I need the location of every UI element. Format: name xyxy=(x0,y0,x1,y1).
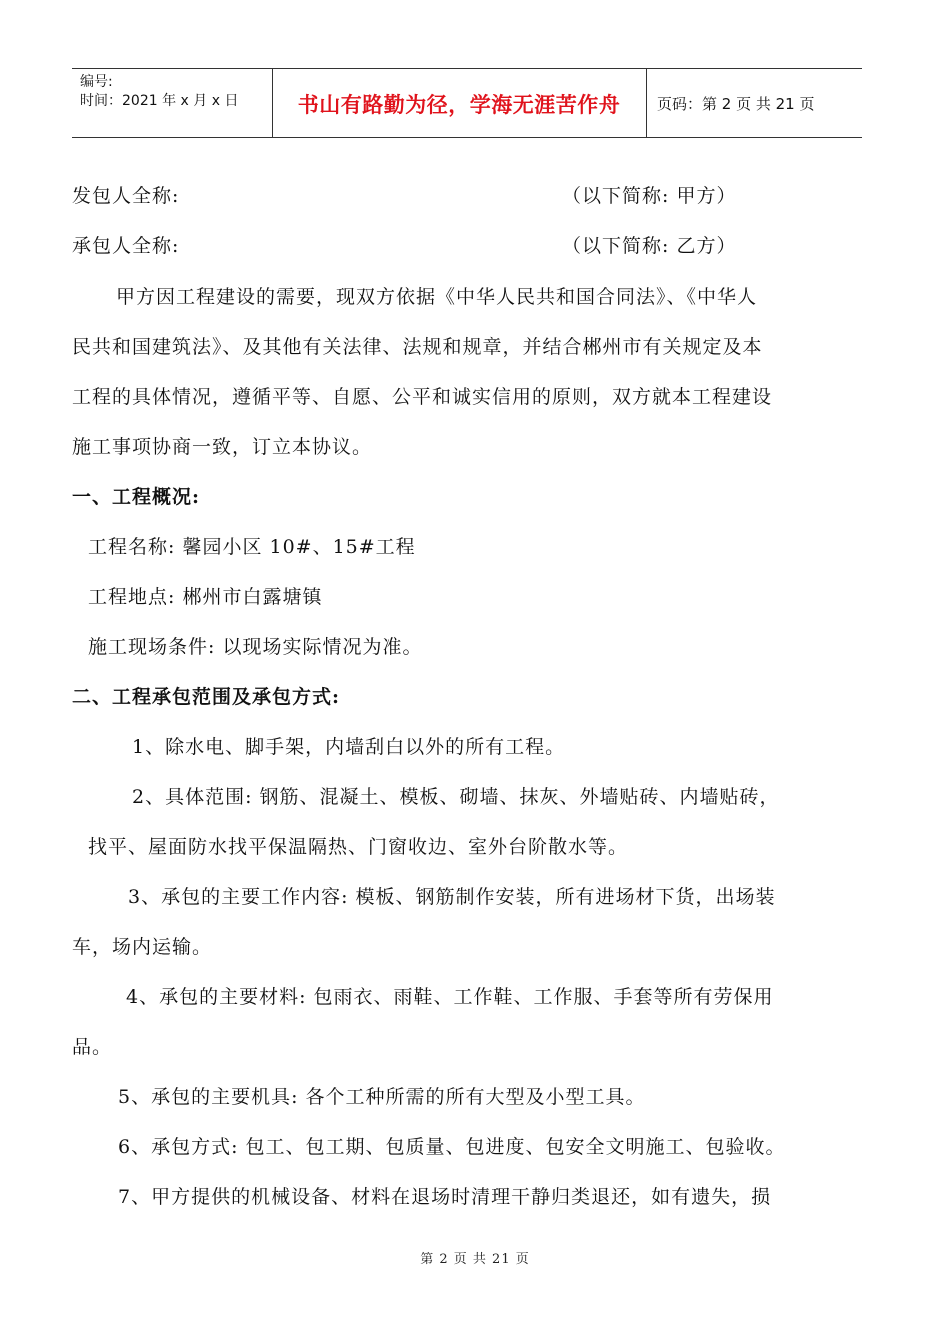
scope-item: 4、承包的主要材料: 包雨衣、雨鞋、工作鞋、工作服、手套等所有劳保用 xyxy=(126,986,774,1008)
section-title: 二、工程承包范围及承包方式: xyxy=(72,686,341,708)
scope-item: 6、承包方式: 包工、包工期、包质量、包进度、包安全文明施工、包验收。 xyxy=(118,1136,786,1158)
scope-item: 5、承包的主要机具: 各个工种所需的所有大型及小型工具。 xyxy=(118,1086,646,1108)
doc-code-label: 编号: xyxy=(80,74,113,90)
scope-item: 找平、屋面防水找平保温隔热、门窗收边、室外台阶散水等。 xyxy=(88,836,629,858)
intro-line: 民共和国建筑法》、及其他有关法律、法规和规章，并结合郴州市有关规定及本 xyxy=(72,336,763,358)
scope-item: 3、承包的主要工作内容: 模板、钢筋制作安装，所有进场材下货，出场装 xyxy=(128,886,776,908)
contractor-note: （以下简称: 乙方） xyxy=(562,235,737,257)
header-meta xyxy=(80,73,238,111)
scope-item: 1、除水电、脚手架，内墙刮白以外的所有工程。 xyxy=(132,736,566,758)
site-conditions: 施工现场条件: 以现场实际情况为准。 xyxy=(88,636,423,658)
scope-item: 品。 xyxy=(72,1036,113,1058)
employer-note: （以下简称: 甲方） xyxy=(562,185,737,207)
scope-item: 7、甲方提供的机械设备、材料在退场时清理干静归类退还，如有遗失，损 xyxy=(118,1186,772,1208)
doc-time-label: 时间：2021 年 x 月 x 日 xyxy=(80,93,239,109)
header-motto: 书山有路勤为径，学海无涯苦作舟 xyxy=(297,93,621,117)
intro-line: 工程的具体情况，遵循平等、自愿、公平和诚实信用的原则，双方就本工程建设 xyxy=(72,386,773,408)
page-header xyxy=(72,68,862,138)
page-footer: 第 2 页 共 21 页 xyxy=(420,1252,530,1267)
header-divider xyxy=(646,69,647,137)
scope-item: 2、具体范围: 钢筋、混凝土、模板、砌墙、抹灰、外墙贴砖、内墙贴砖， xyxy=(132,786,780,808)
scope-item: 车，场内运输。 xyxy=(72,936,213,958)
intro-line: 甲方因工程建设的需要，现双方依据《中华人民共和国合同法》、《中华人 xyxy=(116,286,758,308)
section-title: 一、工程概况: xyxy=(72,486,201,508)
project-name: 工程名称: 馨园小区 10#、15#工程 xyxy=(88,536,416,558)
intro-line: 施工事项协商一致，订立本协议。 xyxy=(72,436,373,458)
project-location: 工程地点: 郴州市白露塘镇 xyxy=(88,586,323,608)
header-page-info: 页码：第 2 页 共 21 页 xyxy=(657,95,815,113)
employer-label: 发包人全称: xyxy=(72,185,180,207)
contractor-label: 承包人全称: xyxy=(72,235,180,257)
